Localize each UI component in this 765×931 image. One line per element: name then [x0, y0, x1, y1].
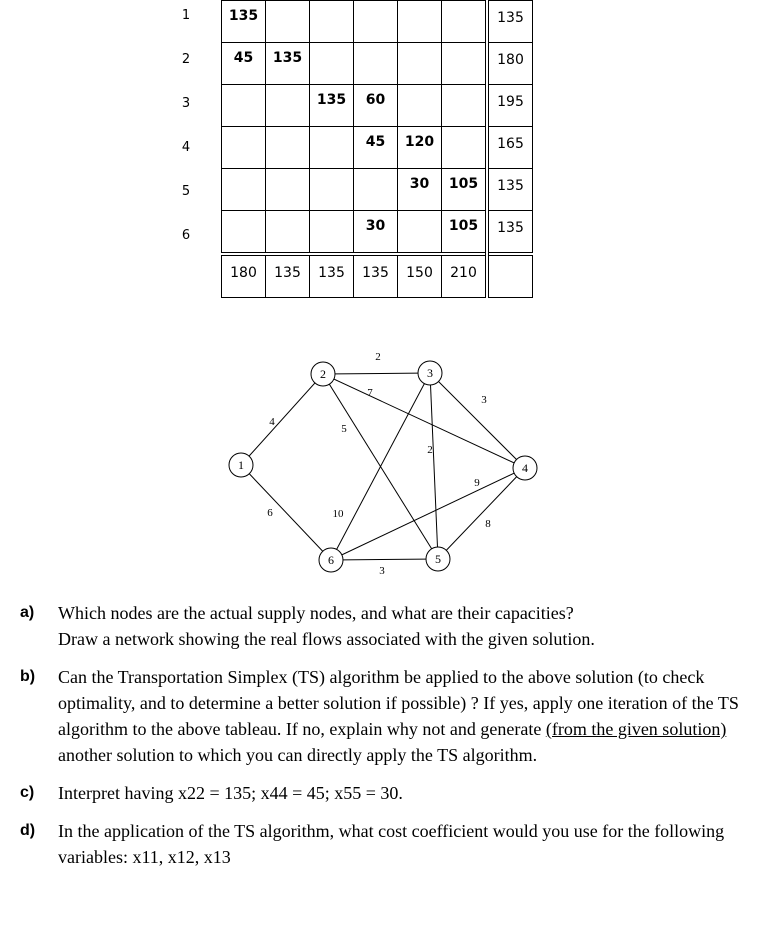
node-label: 6: [328, 553, 334, 567]
tableau-row: [222, 211, 533, 255]
flow-cell: [266, 211, 310, 255]
demand-cell: 210: [442, 254, 488, 298]
demand-cell: [487, 254, 533, 298]
demand-cell: 180: [222, 254, 266, 298]
supply-cell: 195: [487, 85, 533, 127]
flow-cell: [222, 127, 266, 169]
edge-2-3: [323, 373, 430, 374]
edge-weight-label: 10: [332, 508, 344, 520]
question-b: [20, 664, 755, 768]
question-label: c): [20, 784, 35, 801]
node-label: 3: [427, 366, 433, 380]
row-label: 4: [181, 140, 191, 155]
row-label: 3: [181, 96, 191, 111]
flow-cell: 45: [222, 43, 266, 85]
question-label: b): [20, 668, 36, 685]
edge-3-5: [430, 373, 438, 559]
flow-cell: [442, 1, 488, 43]
question-text-part: Can the Transportation Simplex (TS) algorithm be applied to the above solution (to check optimality, and to determine a better solution if possible) ? If yes, apply one iteration of the TS algorithm to the above tableau. If no, explain why not and generate: [58, 667, 739, 739]
flow-cell: [354, 1, 398, 43]
flow-cell: 60: [354, 85, 398, 127]
supply-cell: 135: [487, 211, 533, 255]
flow-cell: 30: [398, 169, 442, 211]
flow-cell: [222, 211, 266, 255]
edge-weight-label: 3: [379, 565, 385, 577]
row-label: 2: [181, 52, 191, 67]
flow-cell: [354, 169, 398, 211]
underlined-text: (from the given solution): [545, 719, 727, 739]
supply-cell: 135: [487, 1, 533, 43]
tableau-row: [222, 85, 533, 127]
flow-cell: [266, 1, 310, 43]
question-text-part: another solution to which you can directly apply the TS algorithm.: [58, 745, 538, 765]
flow-cell: 105: [442, 169, 488, 211]
row-label: 5: [181, 184, 191, 199]
edge-1-6: [241, 465, 331, 560]
flow-cell: [266, 169, 310, 211]
tableau-row: [222, 43, 533, 85]
supply-cell: 135: [487, 169, 533, 211]
question-label: d): [20, 822, 36, 839]
demand-cell: 135: [266, 254, 310, 298]
edge-weight-label: 2: [375, 351, 381, 363]
edge-weight-label: 9: [474, 477, 480, 489]
tableau-row: [222, 1, 533, 43]
supply-cell: 180: [487, 43, 533, 85]
demand-cell: 135: [310, 254, 354, 298]
flow-cell: 135: [310, 85, 354, 127]
flow-cell: [398, 1, 442, 43]
flow-cell: 30: [354, 211, 398, 255]
edge-6-5: [331, 559, 438, 560]
flow-cell: [310, 1, 354, 43]
node-label: 4: [522, 461, 528, 475]
node-label: 1: [238, 458, 244, 472]
edge-weight-label: 3: [481, 394, 487, 406]
edge-weight-label: 4: [269, 416, 275, 428]
question-d: [20, 818, 755, 870]
flow-cell: [266, 127, 310, 169]
tableau-row: [222, 169, 533, 211]
question-text: Which nodes are the actual supply nodes, and what are their capacities?: [58, 603, 574, 623]
flow-cell: [222, 169, 266, 211]
tableau-row: [222, 127, 533, 169]
flow-cell: [310, 43, 354, 85]
flow-cell: [310, 211, 354, 255]
flow-cell: [354, 43, 398, 85]
flow-cell: [442, 43, 488, 85]
network-graph: [220, 345, 540, 585]
supply-cell: 165: [487, 127, 533, 169]
flow-cell: [222, 85, 266, 127]
row-label: 1: [181, 8, 191, 23]
node-label: 2: [320, 367, 326, 381]
flow-cell: [310, 127, 354, 169]
flow-cell: 135: [222, 1, 266, 43]
flow-cell: 135: [266, 43, 310, 85]
edge-weight-label: 2: [427, 444, 433, 456]
edge-2-4: [323, 374, 525, 468]
flow-cell: [266, 85, 310, 127]
flow-cell: [310, 169, 354, 211]
edge-weight-label: 5: [341, 423, 347, 435]
flow-cell: 45: [354, 127, 398, 169]
flow-cell: [398, 211, 442, 255]
edge-weight-label: 6: [267, 507, 273, 519]
demand-cell: 150: [398, 254, 442, 298]
question-text: [58, 664, 755, 768]
row-label: 6: [181, 228, 191, 243]
edge-1-2: [241, 374, 323, 465]
transportation-tableau: [221, 0, 533, 298]
flow-cell: [442, 127, 488, 169]
question-a: [20, 600, 755, 652]
demand-row: [222, 254, 533, 298]
flow-cell: 120: [398, 127, 442, 169]
edge-weight-label: 7: [367, 387, 373, 399]
edge-6-4: [331, 468, 525, 560]
question-c: [20, 780, 755, 806]
question-label: a): [20, 604, 35, 621]
flow-cell: [398, 43, 442, 85]
question-text: In the application of the TS algorithm, what cost coefficient would you use for the following variables: x11, x12, x13: [58, 821, 725, 867]
edge-3-4: [430, 373, 525, 468]
question-text: Interpret having x22 = 135; x44 = 45; x55 = 30.: [58, 783, 403, 803]
node-label: 5: [435, 552, 441, 566]
edge-weight-label: 8: [485, 518, 491, 530]
flow-cell: [398, 85, 442, 127]
question-text: Draw a network showing the real flows associated with the given solution.: [58, 629, 595, 649]
flow-cell: [442, 85, 488, 127]
demand-cell: 135: [354, 254, 398, 298]
edge-5-4: [438, 468, 525, 559]
questions: [20, 600, 755, 882]
flow-cell: 105: [442, 211, 488, 255]
